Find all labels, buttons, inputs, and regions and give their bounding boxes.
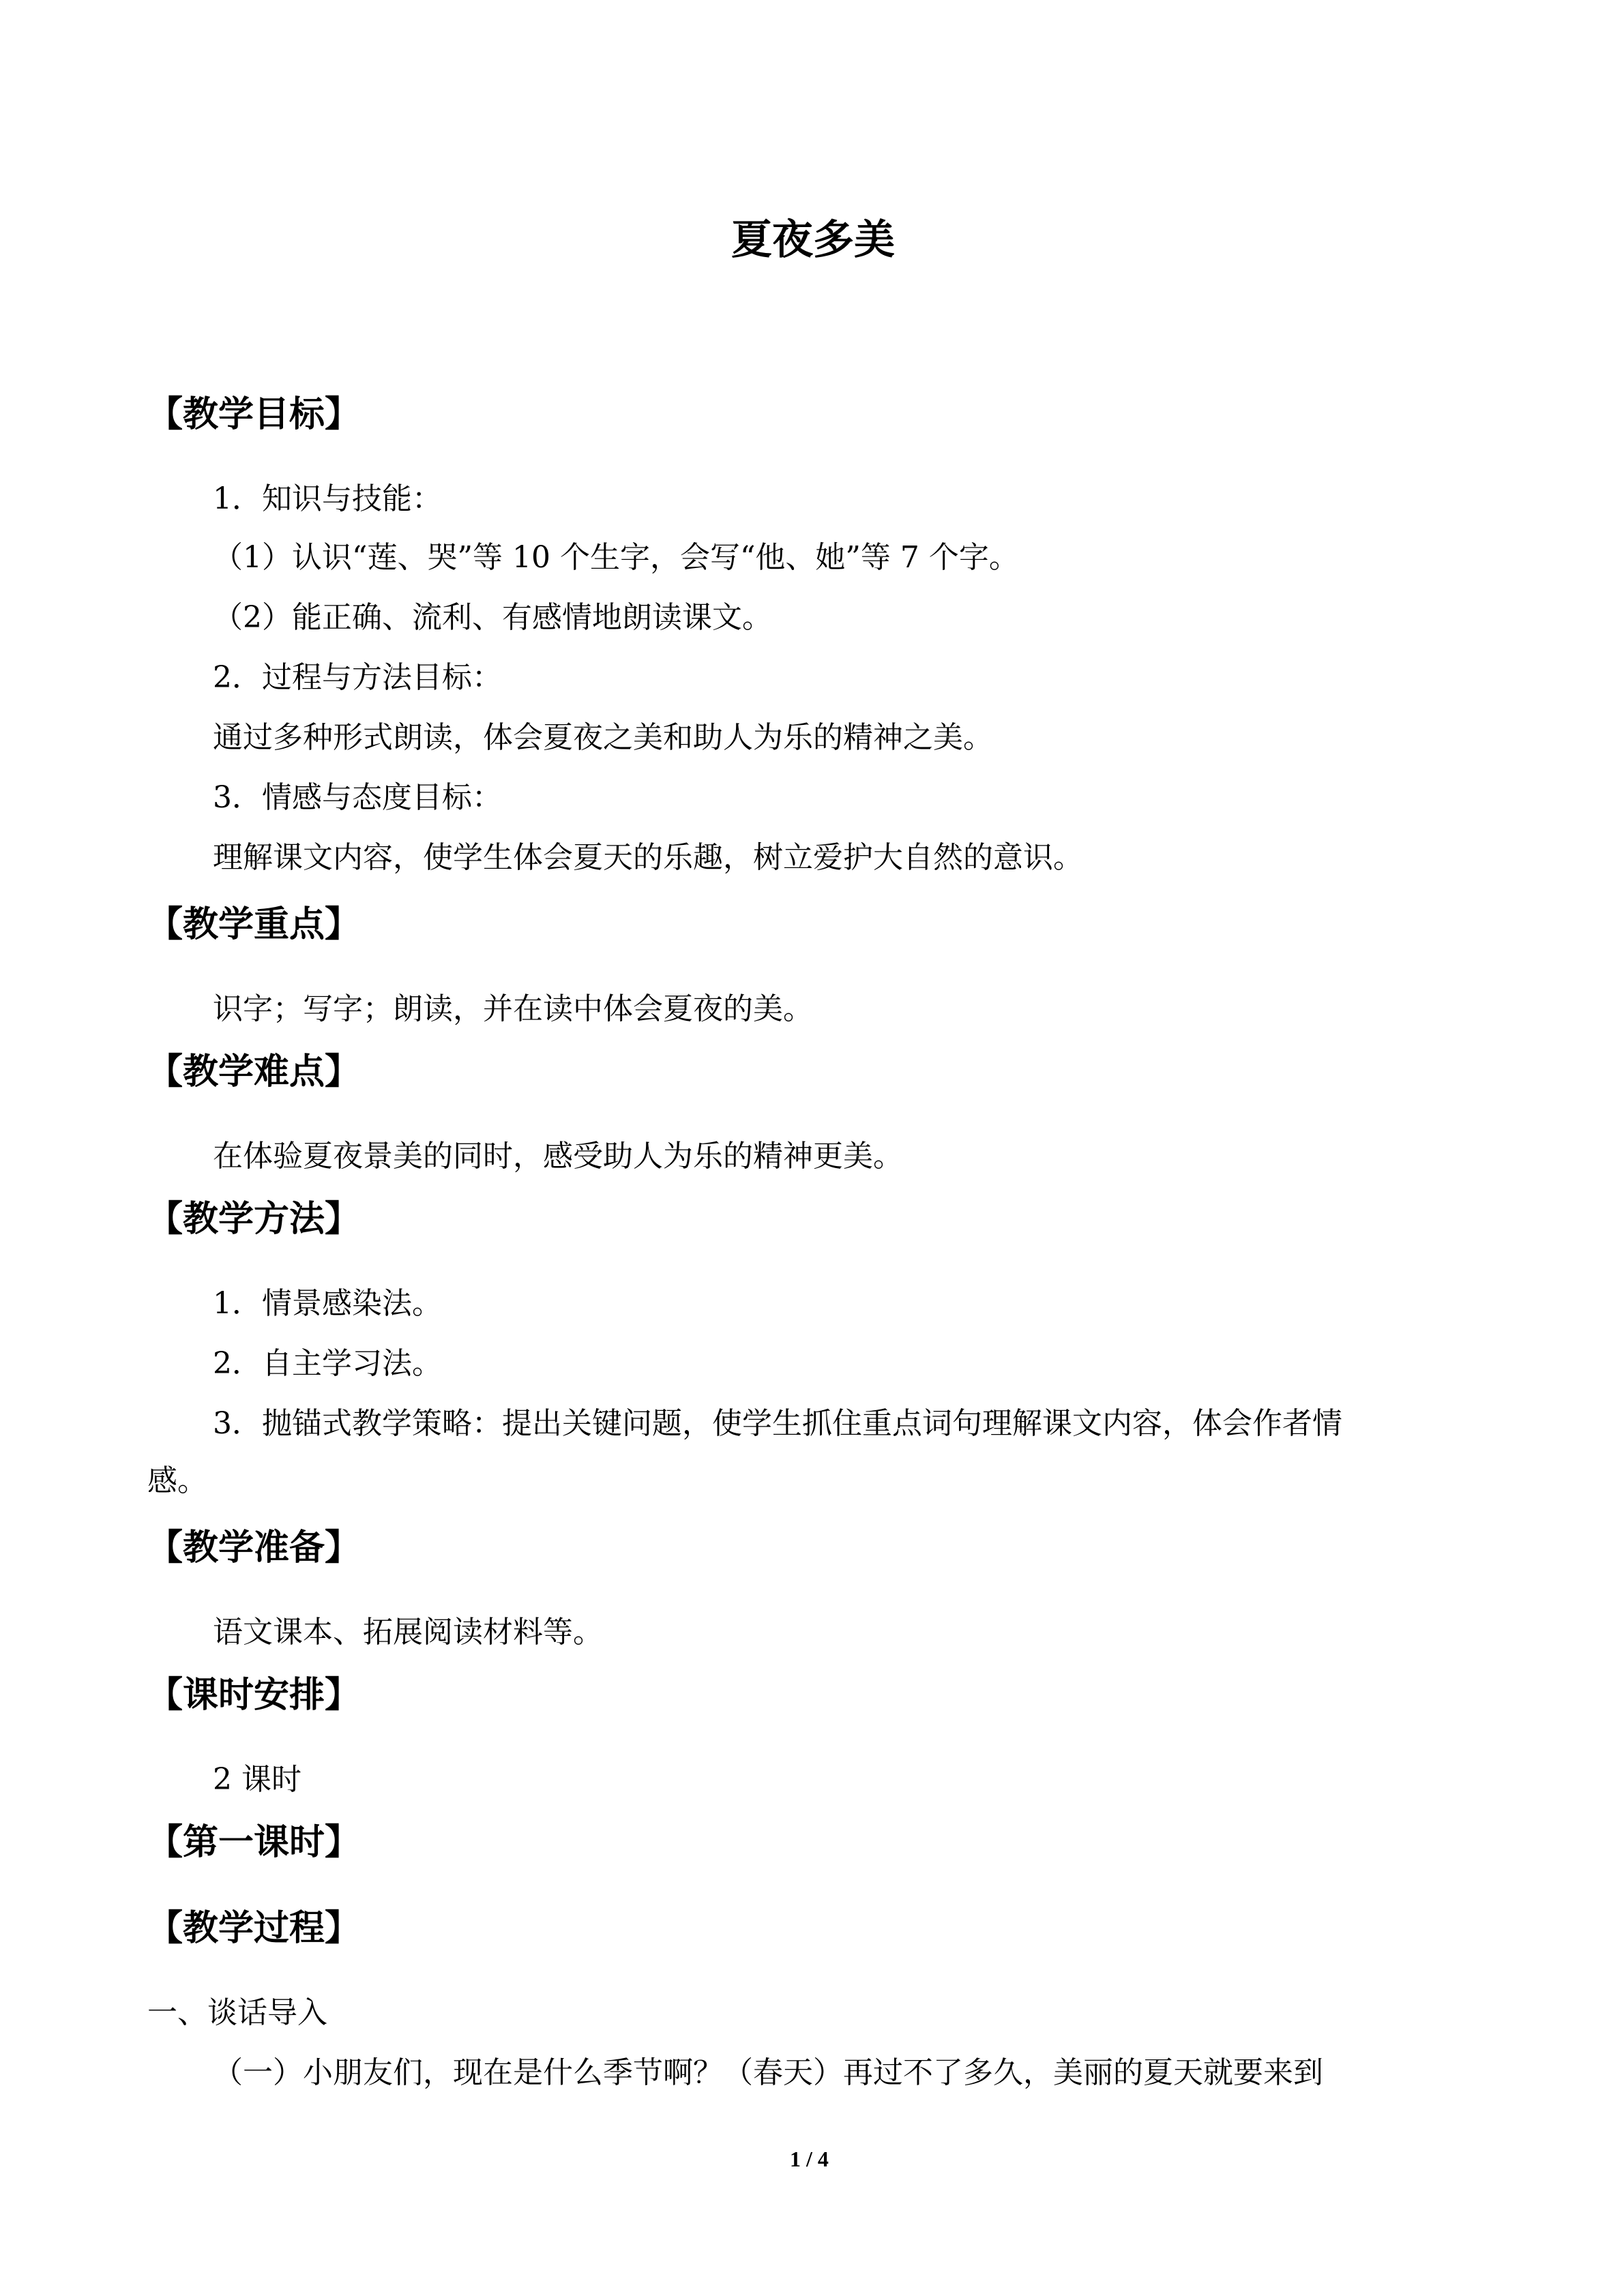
heading-preparation: 【教学准备】: [147, 1527, 361, 1568]
objectives-line-5: 通过多种形式朗读，体会夏夜之美和助人为乐的精神之美。: [213, 720, 993, 755]
heading-key-points: 【教学重点】: [147, 904, 361, 945]
process-line-1: 一、谈话导入: [147, 1995, 327, 2030]
heading-difficulties: 【教学难点】: [147, 1052, 361, 1092]
page-number: 1 / 4: [790, 2147, 829, 2171]
preparation-line-1: 语文课本、拓展阅读材料等。: [213, 1615, 603, 1650]
methods-line-4: 感。: [147, 1463, 207, 1498]
heading-process: 【教学过程】: [147, 1908, 361, 1949]
heading-methods: 【教学方法】: [147, 1199, 361, 1240]
schedule-line-1: 2 课时: [213, 1762, 301, 1797]
objectives-line-4: 2．过程与方法目标：: [213, 660, 502, 695]
difficulties-line-1: 在体验夏夜景美的同时，感受助人为乐的精神更美。: [213, 1139, 903, 1174]
key-points-line-1: 识字；写字；朗读，并在读中体会夏夜的美。: [213, 992, 813, 1026]
objectives-line-6: 3．情感与态度目标：: [213, 780, 502, 815]
objectives-line-2: （1）认识“莲、哭”等 10 个生字，会写“他、她”等 7 个字。: [213, 540, 1019, 575]
document-title: 夏夜多美: [731, 216, 895, 264]
heading-first-lesson: 【第一课时】: [147, 1822, 361, 1863]
heading-objectives: 【教学目标】: [147, 394, 361, 435]
objectives-line-7: 理解课文内容，使学生体会夏天的乐趣，树立爱护大自然的意识。: [213, 840, 1083, 875]
methods-line-3: 3．抛锚式教学策略：提出关键问题，使学生抓住重点词句理解课文内容，体会作者情: [213, 1406, 1342, 1441]
methods-line-2: 2．自主学习法。: [213, 1346, 442, 1381]
objectives-line-1: 1．知识与技能：: [213, 481, 442, 516]
objectives-line-3: （2）能正确、流利、有感情地朗读课文。: [213, 600, 772, 635]
process-line-2: （一）小朋友们，现在是什么季节啊？（春天）再过不了多久，美丽的夏天就要来到: [213, 2055, 1323, 2090]
heading-schedule: 【课时安排】: [147, 1675, 361, 1716]
methods-line-1: 1．情景感染法。: [213, 1286, 442, 1321]
